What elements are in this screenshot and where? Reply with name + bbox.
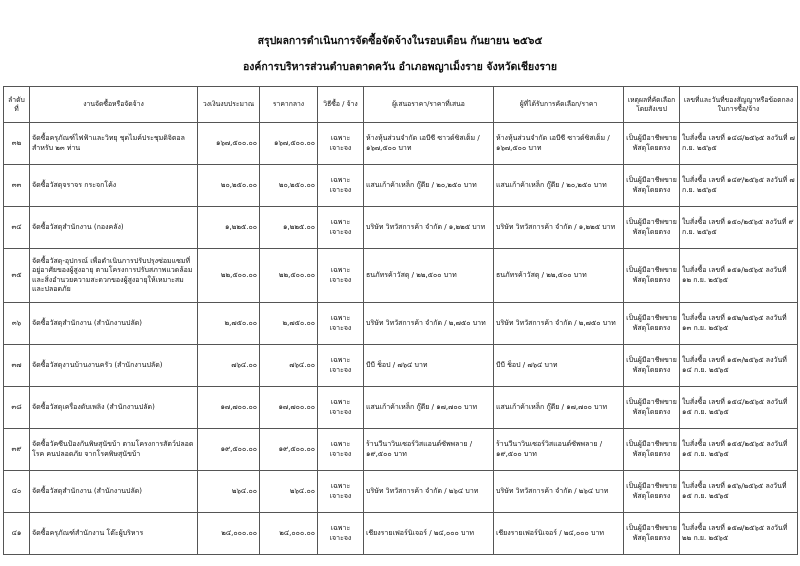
row-reason: เป็นผู้มีอาชีพขายพัสดุโดยตรง [624, 513, 680, 555]
header-method: วิธีซื้อ / จ้าง [318, 87, 364, 123]
row-median-price: ๗๖๔.๐๐ [260, 345, 318, 387]
table-header-row [4, 87, 798, 123]
row-number: ๓๕ [4, 249, 30, 303]
document-subtitle: องค์การบริหารส่วนตำบลตาดควัน อำเภอพญาเม็งราย จังหวัดเชียงราย [242, 61, 558, 73]
row-reason: เป็นผู้มีอาชีพขายพัสดุโดยตรง [624, 249, 680, 303]
row-method: เฉพาะเจาะจง [318, 429, 364, 471]
row-winner: บริษัท วิทวัสการค้า จำกัด / ๒๖๔ บาท [494, 471, 624, 513]
row-number: ๔๐ [4, 471, 30, 513]
header-winner: ผู้ที่ได้รับการคัดเลือก/ราคา [494, 87, 624, 123]
row-winner: ห้างหุ้นส่วนจำกัด เอบีซี ซาวด์ซิสเต็ม / ๑๖๗,๕๐๐ บาท [494, 123, 624, 165]
row-contract: ใบสั่งซื้อ เลขที่ ๑๕๖/๒๕๖๕ ลงวันที่ ๑๕ ก.ย. ๒๕๖๕ [680, 471, 798, 513]
row-contract: ใบสั่งซื้อ เลขที่ ๑๕๔/๒๕๖๕ ลงวันที่ ๑๕ ก.ย. ๒๕๖๕ [680, 387, 798, 429]
row-bidder: ห้างหุ้นส่วนจำกัด เอบีซี ซาวด์ซิสเต็ม / ๑๖๗,๕๐๐ บาท [364, 123, 494, 165]
row-item: จัดซื้อวัสดุเครื่องดับเพลิง (สำนักงานปลัด) [30, 387, 198, 429]
row-reason: เป็นผู้มีอาชีพขายพัสดุโดยตรง [624, 207, 680, 249]
header-item: งานจัดซื้อหรือจัดจ้าง [30, 87, 198, 123]
row-number: ๓๔ [4, 207, 30, 249]
row-number: ๓๖ [4, 303, 30, 345]
row-item: จัดซื้อวัสดุจราจร กระจกโค้ง [30, 165, 198, 207]
row-number: ๓๙ [4, 429, 30, 471]
table-row [4, 303, 798, 345]
row-contract: ใบสั่งซื้อ เลขที่ ๑๕๓/๒๕๖๕ ลงวันที่ ๑๔ ก.ย. ๒๕๖๕ [680, 345, 798, 387]
row-item: จัดซื้อวัคซีนป้องกันพิษสุนัขบ้า ตามโครงการสัตว์ปลอดโรค คนปลอดภัย จากโรคพิษสุนัขบ้า [30, 429, 198, 471]
procurement-table [3, 86, 798, 555]
row-bidder: แสนเก้าค้าเหล็ก กู๊ดีย / ๒๐,๒๕๐ บาท [364, 165, 494, 207]
row-median-price: ๒๐,๒๕๐.๐๐ [260, 165, 318, 207]
row-median-price: ๒๔,๐๐๐.๐๐ [260, 513, 318, 555]
row-reason: เป็นผู้มีอาชีพขายพัสดุโดยตรง [624, 429, 680, 471]
row-median-price: ๑๙,๕๐๐.๐๐ [260, 429, 318, 471]
row-median-price: ๒๖๔.๐๐ [260, 471, 318, 513]
row-winner: เชียงรายเฟอร์นิเจอร์ / ๒๔,๐๐๐ บาท [494, 513, 624, 555]
row-contract: ใบสั่งซื้อ เลขที่ ๑๕๐/๒๕๖๕ ลงวันที่ ๙ ก.ย. ๒๕๖๕ [680, 207, 798, 249]
table-row [4, 513, 798, 555]
row-contract: ใบสั่งซื้อ เลขที่ ๑๕๕/๒๕๖๕ ลงวันที่ ๑๕ ก.ย. ๒๕๖๕ [680, 429, 798, 471]
row-budget: ๑๙,๕๐๐.๐๐ [198, 429, 260, 471]
row-bidder: บริษัท วิทวัสการค้า จำกัด / ๑,๒๒๕ บาท [364, 207, 494, 249]
row-item: จัดซื้อวัสดุสำนักงาน (กองคลัง) [30, 207, 198, 249]
row-method: เฉพาะเจาะจง [318, 303, 364, 345]
header-no: ลำดับที่ [4, 87, 30, 123]
row-bidder: ธนภัทรค้าวัสดุ / ๒๒,๕๐๐ บาท [364, 249, 494, 303]
row-median-price: ๑๖๗,๕๐๐.๐๐ [260, 123, 318, 165]
row-number: ๔๑ [4, 513, 30, 555]
header-reason: เหตุผลที่คัดเลือกโดยสังเขป [624, 87, 680, 123]
row-budget: ๒๖๔.๐๐ [198, 471, 260, 513]
row-item: จัดซื้อวัสดุสำนักงาน (สำนักงานปลัด) [30, 303, 198, 345]
row-bidder: ร้านวีนาวินเซอร์วิสแอนด์ซัพพลาย / ๑๙,๕๐๐ บาท [364, 429, 494, 471]
row-budget: ๒๐,๒๕๐.๐๐ [198, 165, 260, 207]
row-winner: ธนภัทรค้าวัสดุ / ๒๒,๕๐๐ บาท [494, 249, 624, 303]
row-item: จัดซื้อครุภัณฑ์สำนักงาน โต๊ะผู้บริหาร [30, 513, 198, 555]
row-method: เฉพาะเจาะจง [318, 249, 364, 303]
row-reason: เป็นผู้มีอาชีพขายพัสดุโดยตรง [624, 123, 680, 165]
row-budget: ๒๒,๕๐๐.๐๐ [198, 249, 260, 303]
row-winner: แสนเก้าค้าเหล็ก กู๊ดีย / ๑๗,๗๐๐ บาท [494, 387, 624, 429]
row-winner: บริษัท วิทวัสการค้า จำกัด / ๒,๗๕๐ บาท [494, 303, 624, 345]
row-contract: ใบสั่งซื้อ เลขที่ ๑๔๘/๒๕๖๕ ลงวันที่ ๗ ก.ย. ๒๕๖๕ [680, 123, 798, 165]
table-row [4, 471, 798, 513]
row-method: เฉพาะเจาะจง [318, 165, 364, 207]
row-reason: เป็นผู้มีอาชีพขายพัสดุโดยตรง [624, 471, 680, 513]
row-budget: ๒๔,๐๐๐.๐๐ [198, 513, 260, 555]
table-row [4, 207, 798, 249]
row-median-price: ๑,๒๒๕.๐๐ [260, 207, 318, 249]
table-row [4, 165, 798, 207]
row-reason: เป็นผู้มีอาชีพขายพัสดุโดยตรง [624, 387, 680, 429]
row-budget: ๗๖๔.๐๐ [198, 345, 260, 387]
row-reason: เป็นผู้มีอาชีพขายพัสดุโดยตรง [624, 345, 680, 387]
row-budget: ๑,๒๒๕.๐๐ [198, 207, 260, 249]
row-budget: ๑๗,๗๐๐.๐๐ [198, 387, 260, 429]
table-row [4, 249, 798, 303]
row-item: จัดซื้อครุภัณฑ์ไฟฟ้าและวิทยุ ชุดไมค์ประชุมดิจิตอล สำหรับ ๒๓ ท่าน [30, 123, 198, 165]
document-title: สรุปผลการดำเนินการจัดซื้อจัดจ้างในรอบเดือน กันยายน ๒๕๖๕ [257, 35, 543, 47]
row-budget: ๒,๗๕๐.๐๐ [198, 303, 260, 345]
row-median-price: ๑๗,๗๐๐.๐๐ [260, 387, 318, 429]
header-median-price: ราคากลาง [260, 87, 318, 123]
table-row [4, 387, 798, 429]
row-contract: ใบสั่งซื้อ เลขที่ ๑๔๙/๒๕๖๕ ลงวันที่ ๗ ก.ย. ๒๕๖๕ [680, 165, 798, 207]
row-item: จัดซื้อวัสดุสำนักงาน (สำนักงานปลัด) [30, 471, 198, 513]
row-contract: ใบสั่งซื้อ เลขที่ ๑๕๗/๒๕๖๕ ลงวันที่ ๒๒ ก.ย. ๒๕๖๕ [680, 513, 798, 555]
header-bidder: ผู้เสนอราคา/ราคาที่เสนอ [364, 87, 494, 123]
row-number: ๓๗ [4, 345, 30, 387]
row-bidder: แสนเก้าค้าเหล็ก กู๊ดีย / ๑๗,๗๐๐ บาท [364, 387, 494, 429]
row-median-price: ๒,๗๕๐.๐๐ [260, 303, 318, 345]
row-number: ๓๒ [4, 123, 30, 165]
row-reason: เป็นผู้มีอาชีพขายพัสดุโดยตรง [624, 165, 680, 207]
table-row [4, 123, 798, 165]
row-reason: เป็นผู้มีอาชีพขายพัสดุโดยตรง [624, 303, 680, 345]
row-bidder: บริษัท วิทวัสการค้า จำกัด / ๒,๗๕๐ บาท [364, 303, 494, 345]
row-winner: บีบี ช็อป / ๗๖๔ บาท [494, 345, 624, 387]
row-contract: ใบสั่งซื้อ เลขที่ ๑๕๑/๒๕๖๕ ลงวันที่ ๑๒ ก.ย. ๒๕๖๕ [680, 249, 798, 303]
row-method: เฉพาะเจาะจง [318, 123, 364, 165]
row-method: เฉพาะเจาะจง [318, 345, 364, 387]
row-number: ๓๓ [4, 165, 30, 207]
row-method: เฉพาะเจาะจง [318, 387, 364, 429]
row-winner: บริษัท วิทวัสการค้า จำกัด / ๑,๒๒๕ บาท [494, 207, 624, 249]
header-budget: วงเงินงบประมาณ [198, 87, 260, 123]
row-item: จัดซื้อวัสดุ-อุปกรณ์ เพื่อดำเนินการปรับปรุงซ่อมแซมที่อยู่อาศัยของผู้สูงอายุ ตามโครงการปรับสภาพแวดล้อมและสิ่งอำนวยความสะดวกของผู้สูงอายุให้เหมาะสมและปลอดภัย [30, 249, 198, 303]
table-row [4, 345, 798, 387]
table-row [4, 429, 798, 471]
row-bidder: บริษัท วิทวัสการค้า จำกัด / ๒๖๔ บาท [364, 471, 494, 513]
row-contract: ใบสั่งซื้อ เลขที่ ๑๕๒/๒๕๖๕ ลงวันที่ ๑๓ ก.ย. ๒๕๖๕ [680, 303, 798, 345]
row-item: จัดซื้อวัสดุงานบ้านงานครัว (สำนักงานปลัด) [30, 345, 198, 387]
row-median-price: ๒๒,๕๐๐.๐๐ [260, 249, 318, 303]
row-winner: แสนเก้าค้าเหล็ก กู๊ดีย / ๒๐,๒๕๐ บาท [494, 165, 624, 207]
row-method: เฉพาะเจาะจง [318, 207, 364, 249]
row-method: เฉพาะเจาะจง [318, 513, 364, 555]
row-budget: ๑๖๗,๕๐๐.๐๐ [198, 123, 260, 165]
row-bidder: บีบี ช็อป / ๗๖๔ บาท [364, 345, 494, 387]
row-winner: ร้านวีนาวินเซอร์วิสแอนด์ซัพพลาย / ๑๙,๕๐๐ บาท [494, 429, 624, 471]
row-number: ๓๘ [4, 387, 30, 429]
row-method: เฉพาะเจาะจง [318, 471, 364, 513]
header-contract: เลขที่และวันที่ของสัญญาหรือข้อตกลงในการซื้อ/จ้าง [680, 87, 798, 123]
row-bidder: เชียงรายเฟอร์นิเจอร์ / ๒๔,๐๐๐ บาท [364, 513, 494, 555]
